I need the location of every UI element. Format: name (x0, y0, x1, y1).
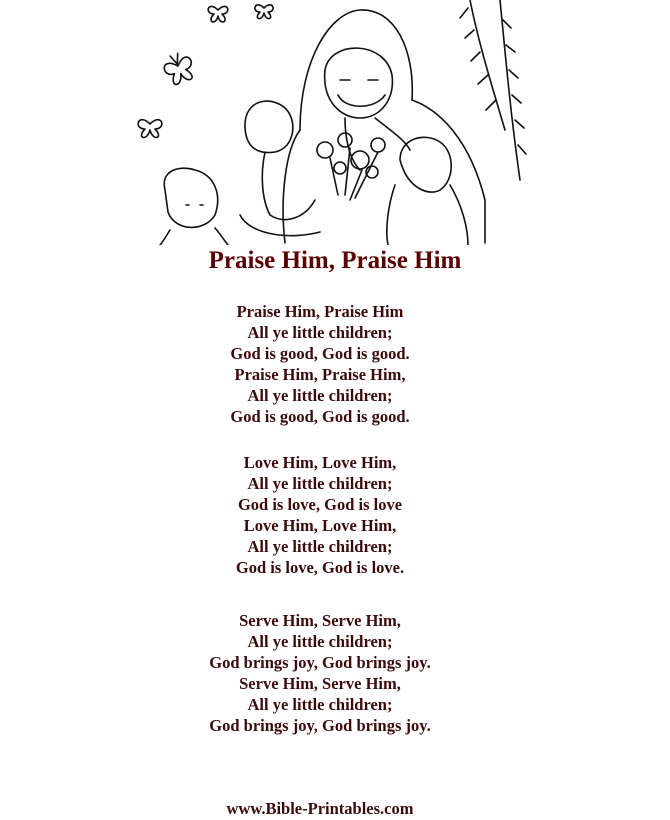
verse-line: God is good, God is good. (230, 344, 410, 363)
verse-line: All ye little children; (247, 695, 393, 714)
jesus-figure (283, 10, 485, 243)
child-figure (160, 168, 228, 245)
verse-line: Love Him, Love Him, (243, 516, 397, 535)
verse-line: Praise Him, Praise Him, (234, 365, 406, 384)
verse-line: Serve Him, Serve Him, (239, 674, 401, 693)
illustration-svg (0, 0, 670, 245)
verse-line: All ye little children; (247, 632, 393, 651)
page-title: Praise Him, Praise Him (208, 247, 462, 274)
verse-2 (0, 452, 640, 578)
verse-1 (0, 301, 640, 427)
verse-line: All ye little children; (247, 474, 393, 493)
verse-line: God brings joy, God brings joy. (209, 653, 431, 672)
verse-line: Serve Him, Serve Him, (239, 611, 401, 630)
verse-line: All ye little children; (247, 386, 393, 405)
butterfly-icon (138, 120, 162, 138)
child-figure (387, 137, 468, 245)
website-footer: www.Bible-Printables.com (226, 799, 414, 818)
butterfly-icon (161, 50, 197, 87)
flowers-icon (317, 133, 385, 200)
verse-line: All ye little children; (247, 323, 393, 342)
verse-line: God brings joy, God brings joy. (209, 716, 431, 735)
verse-line: All ye little children; (247, 537, 393, 556)
verse-line: Love Him, Love Him, (243, 453, 397, 472)
verse-line: Praise Him, Praise Him (236, 302, 404, 321)
butterfly-icon (208, 6, 228, 22)
butterfly-icon (255, 5, 273, 19)
willow-branch-icon (460, 0, 526, 180)
coloring-illustration (0, 0, 670, 245)
verse-line: God is love, God is love (237, 495, 403, 514)
verse-line: God is love, God is love. (235, 558, 405, 577)
verse-line: God is good, God is good. (230, 407, 410, 426)
verse-3 (0, 610, 640, 736)
child-figure (240, 101, 320, 236)
